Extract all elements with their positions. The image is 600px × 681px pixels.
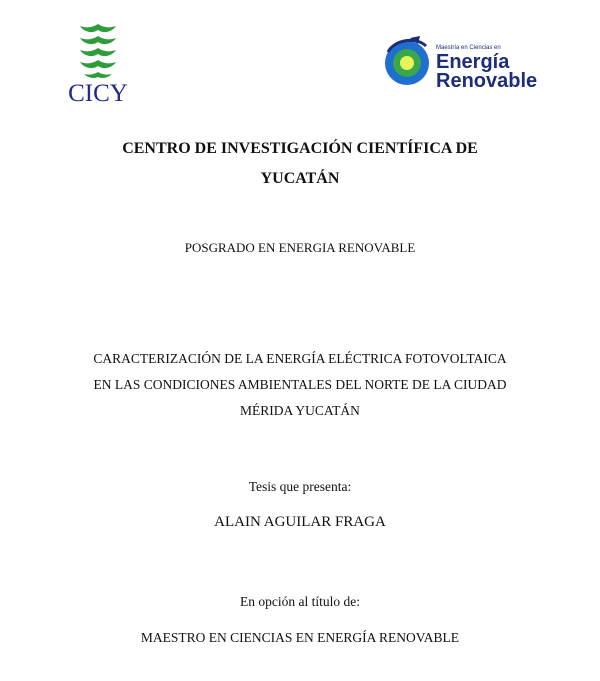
thesis-title-line1: CARACTERIZACIÓN DE LA ENERGÍA ELÉCTRICA FOTOVOLTAICA [93,351,507,366]
institution-line2: YUCATÁN [260,170,340,187]
thesis-title [0,346,600,424]
stacked-leaves-icon [70,22,126,80]
energia-logo-line1: Energía [436,51,510,73]
option-label: En opción al título de: [240,594,360,609]
institution-line1: CENTRO DE INVESTIGACIÓN CIENTÍFICA DE [122,140,478,157]
energia-renovable-logo [380,30,550,100]
cicy-logo [62,22,134,108]
degree-name: MAESTRO EN CIENCIAS EN ENERGÍA RENOVABLE [140,630,460,645]
program-name: POSGRADO EN ENERGIA RENOVABLE [184,240,416,255]
thesis-title-line3: MÉRIDA YUCATÁN [240,403,360,418]
institution-name [0,134,600,194]
presents-label: Tesis que presenta: [248,479,352,494]
cicy-logo-text: CICY [68,80,128,107]
energia-logo-line2: Renovable [436,70,538,92]
globe-swirl-icon [380,34,434,88]
energia-logo-tagline: Maestría en Ciencias en [436,45,501,51]
thesis-title-line2: EN LAS CONDICIONES AMBIENTALES DEL NORTE DE LA CIUDAD [93,377,507,392]
author-name: ALAIN AGUILAR FRAGA [214,514,386,530]
